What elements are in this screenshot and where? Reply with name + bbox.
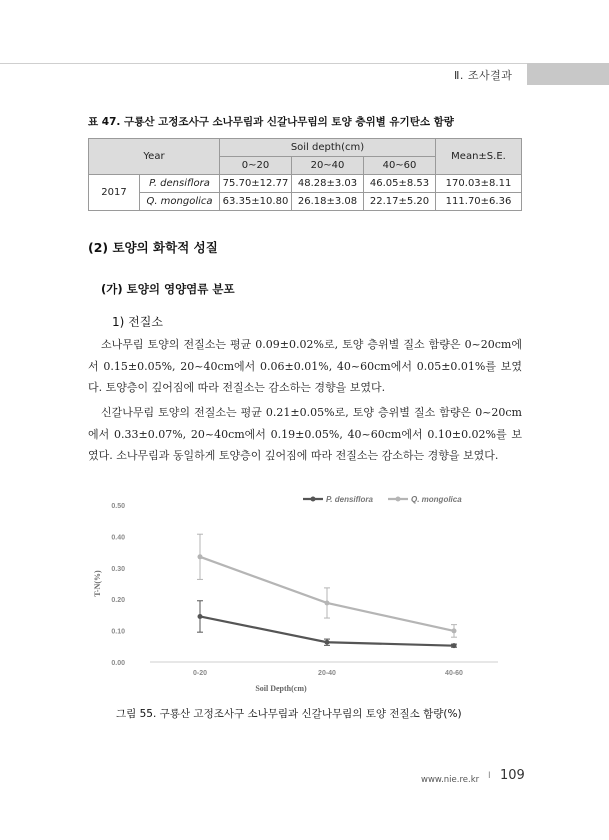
col-year: Year xyxy=(89,139,220,175)
x-tick-label: 20-40 xyxy=(318,670,336,677)
x-axis-title: Soil Depth(cm) xyxy=(255,684,307,693)
section-heading-3: (가) 토양의 영양염류 분포 xyxy=(101,282,235,296)
y-tick-label: 0.20 xyxy=(111,597,125,605)
x-tick-label: 0-20 xyxy=(192,670,208,677)
value-cell: 48.28±3.03 xyxy=(292,175,364,193)
value-cell: 63.35±10.80 xyxy=(220,193,292,211)
footer-url: www.nie.re.kr xyxy=(421,775,480,785)
footer-separator: I xyxy=(488,771,491,781)
table-row xyxy=(89,193,522,211)
value-cell: 75.70±12.77 xyxy=(220,175,292,193)
data-point xyxy=(325,640,330,645)
nitrogen-chart xyxy=(88,488,508,700)
y-tick-label: 0.10 xyxy=(111,628,125,636)
y-tick-label: 0.30 xyxy=(111,565,125,573)
table-title: 표 47. 구룡산 고정조사구 소나무림과 신갈나무림의 토양 층위별 유기탄소 함량 xyxy=(88,116,454,128)
species-cell: Q. mongolica xyxy=(140,193,220,211)
section-heading-2: (2) 토양의 화학적 성질 xyxy=(88,240,218,255)
legend-label: P. densiflora xyxy=(326,495,373,504)
value-cell: 26.18±3.08 xyxy=(292,193,364,211)
species-cell: P. densiflora xyxy=(140,175,220,193)
table-row xyxy=(89,175,522,193)
data-point xyxy=(325,600,330,605)
legend-marker xyxy=(311,497,316,502)
section-heading-4: 1) 전질소 xyxy=(112,315,163,329)
legend-marker xyxy=(396,497,401,502)
col-depth-0-20: 0~20 xyxy=(220,157,292,175)
page-number: 109 xyxy=(500,768,525,783)
data-point xyxy=(198,554,203,559)
data-point xyxy=(452,628,457,633)
figure-caption: 그림 55. 구룡산 고정조사구 소나무림과 신갈나무림의 토양 전질소 함량(%) xyxy=(116,708,462,720)
header-tab xyxy=(527,63,609,85)
col-soil-depth: Soil depth(cm) xyxy=(220,139,436,157)
x-tick-label: 40-60 xyxy=(445,670,463,677)
y-tick-label: 0.50 xyxy=(111,503,125,510)
value-cell: 22.17±5.20 xyxy=(364,193,436,211)
paragraph-oak: 신갈나무림 토양의 전질소는 평균 0.21±0.05%로, 토양 층위별 질소 함량은 0~20cm에서 0.33±0.07%, 20~40cm에서 0.19±0.05%, 40~60cm에서 0.10±0.02%를 보였다. 소나무림과 동일하게 토양층이 깊어짐에 따라 전질소는 감소하는 경향을 보였다. xyxy=(88,406,522,462)
col-mean: Mean±S.E. xyxy=(436,139,522,175)
paragraph-pine: 소나무림 토양의 전질소는 평균 0.09±0.02%로, 토양 층위별 질소 함량은 0~20cm에서 0.15±0.05%, 20~40cm에서 0.06±0.01%, 40~60cm에서 0.05±0.01%를 보였다. 토양층이 깊어짐에 따라 전질소는 감소하는 경향을 보였다. xyxy=(88,338,522,394)
data-point xyxy=(452,643,457,648)
carbon-table xyxy=(88,138,522,211)
y-axis-title: T-N(%) xyxy=(93,570,102,597)
y-tick-label: 0.00 xyxy=(111,660,125,667)
header-rule xyxy=(0,63,609,64)
mean-cell: 170.03±8.11 xyxy=(436,175,522,193)
value-cell: 46.05±8.53 xyxy=(364,175,436,193)
col-depth-40-60: 40~60 xyxy=(364,157,436,175)
section-header: Ⅱ. 조사결과 xyxy=(454,69,513,82)
y-tick-label: 0.40 xyxy=(111,534,125,542)
col-depth-20-40: 20~40 xyxy=(292,157,364,175)
mean-cell: 111.70±6.36 xyxy=(436,193,522,211)
row-year: 2017 xyxy=(89,175,140,211)
data-point xyxy=(198,614,203,619)
legend-label: Q. mongolica xyxy=(411,495,462,504)
